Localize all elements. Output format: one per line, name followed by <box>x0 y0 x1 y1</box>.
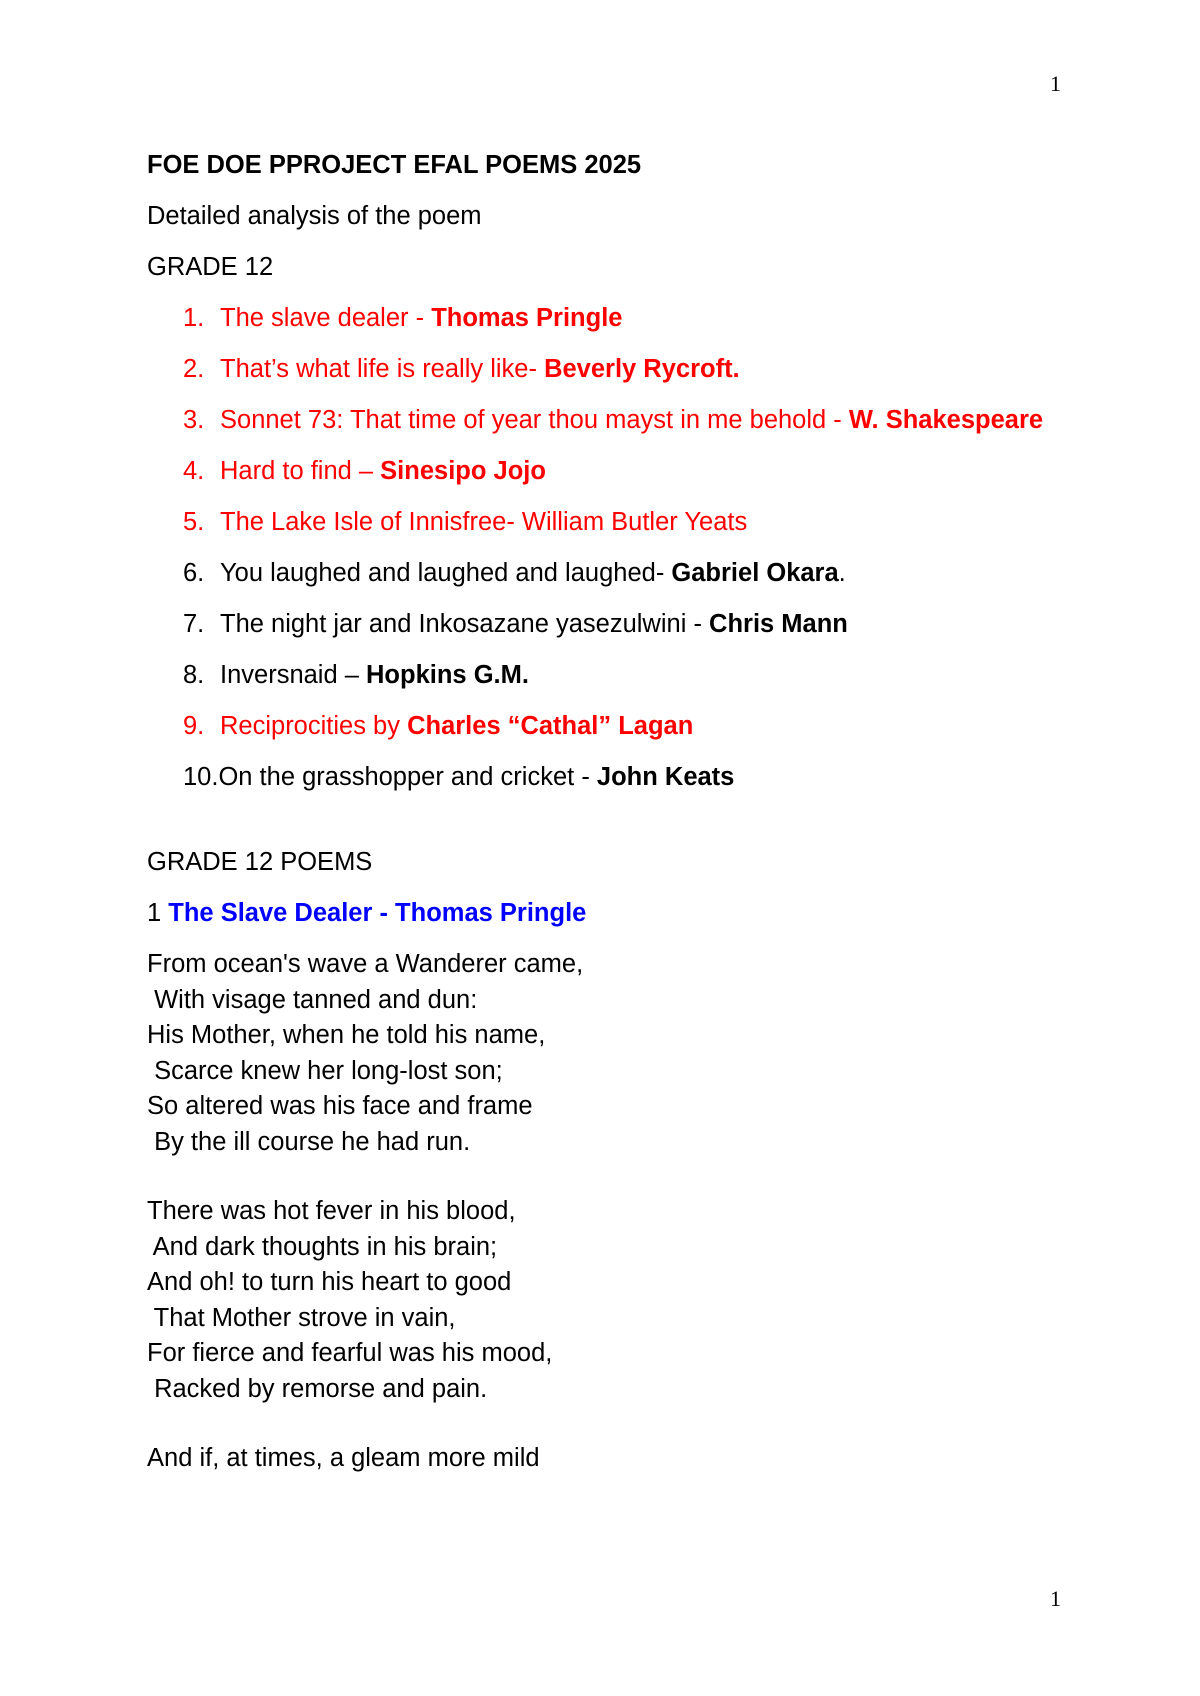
poem-stanza <box>147 1194 1087 1407</box>
poem-list-tail: . <box>838 559 846 587</box>
poem-list-author: Chris Mann <box>709 610 848 638</box>
poem-list-item <box>147 556 1087 590</box>
poem-line: Scarce knew her long-lost son; <box>147 1056 503 1085</box>
document-subtitle: Detailed analysis of the poem <box>147 202 482 230</box>
poem-list-item <box>147 709 1087 743</box>
poem-list-author: John Keats <box>596 763 735 791</box>
poem-list-item <box>147 352 1087 386</box>
poem-heading-title: The Slave Dealer - Thomas Pringle <box>168 899 587 927</box>
poem-line: With visage tanned and dun: <box>147 985 478 1014</box>
document-title: FOE DOE PPROJECT EFAL POEMS 2025 <box>147 151 642 179</box>
poem-heading <box>147 896 1087 930</box>
poem-list-title: That’s what life is really like- <box>220 355 545 383</box>
poem-list-number: 1. <box>183 304 205 332</box>
poem-line: And oh! to turn his heart to good <box>147 1268 512 1296</box>
poem-list-item <box>147 403 1087 437</box>
poem-list-item <box>147 301 1087 335</box>
poem-body <box>147 947 1087 1477</box>
poem-list-author: Hopkins G.M. <box>366 661 529 689</box>
poem-line: There was hot fever in his blood, <box>147 1197 516 1225</box>
poem-list-author: Charles “Cathal” Lagan <box>407 712 694 740</box>
poem-list-number: 6. <box>183 559 205 587</box>
poem-line: And if, at times, a gleam more mild <box>147 1444 540 1472</box>
grade-label: GRADE 12 <box>147 253 274 281</box>
poem-list-number: 9. <box>183 712 205 740</box>
poem-list-item <box>147 760 1087 794</box>
poem-list-title: Sonnet 73: That time of year thou mayst in me behold - <box>220 406 849 434</box>
section-heading: GRADE 12 POEMS <box>147 848 373 876</box>
poem-list-title: The slave dealer - <box>220 304 432 332</box>
poem-line: And dark thoughts in his brain; <box>147 1232 498 1261</box>
poem-list-number: 7. <box>183 610 205 638</box>
poem-list-author: Sinesipo Jojo <box>380 457 546 485</box>
page-number-bottom: 1 <box>1050 1586 1061 1611</box>
poem-list-number: 10. <box>183 763 219 791</box>
poem-stanza <box>147 947 1087 1160</box>
poem-line: From ocean's wave a Wanderer came, <box>147 950 584 978</box>
poem-line: His Mother, when he told his name, <box>147 1021 546 1049</box>
poem-list-number: 5. <box>183 508 205 536</box>
poem-list-number: 3. <box>183 406 205 434</box>
poem-list-number: 2. <box>183 355 205 383</box>
poem-list-number: 8. <box>183 661 205 689</box>
poem-list-title: Reciprocities by <box>220 712 408 740</box>
poem-list-author: Gabriel Okara <box>671 559 839 587</box>
poem-list <box>147 301 1087 794</box>
poem-list-title: On the grasshopper and cricket - <box>218 763 597 791</box>
poem-stanza <box>147 1441 1087 1477</box>
poem-heading-number: 1 <box>147 899 169 927</box>
poem-list-title: The night jar and Inkosazane yasezulwini - <box>220 610 710 638</box>
poem-list-item <box>147 607 1087 641</box>
poem-line: Racked by remorse and pain. <box>147 1374 488 1403</box>
poem-list-item <box>147 658 1087 692</box>
poem-list-title: You laughed and laughed and laughed- <box>220 559 672 587</box>
poem-list-author: Thomas Pringle <box>431 304 623 332</box>
document-body <box>147 148 1087 1511</box>
poem-list-title: The Lake Isle of Innisfree- William Butler Yeats <box>220 508 748 536</box>
poem-list-author: Beverly Rycroft. <box>544 355 740 383</box>
poem-list-number: 4. <box>183 457 205 485</box>
poem-line: By the ill course he had run. <box>147 1127 471 1156</box>
poem-list-item <box>147 505 1087 539</box>
poem-list-title: Hard to find – <box>220 457 381 485</box>
poem-list-item <box>147 454 1087 488</box>
page-number-top: 1 <box>1050 71 1061 96</box>
poem-line: So altered was his face and frame <box>147 1092 533 1120</box>
poem-list-author: W. Shakespeare <box>848 406 1044 434</box>
poem-line: That Mother strove in vain, <box>147 1303 456 1332</box>
poem-line: For fierce and fearful was his mood, <box>147 1339 553 1367</box>
poem-list-title: Inversnaid – <box>220 661 367 689</box>
